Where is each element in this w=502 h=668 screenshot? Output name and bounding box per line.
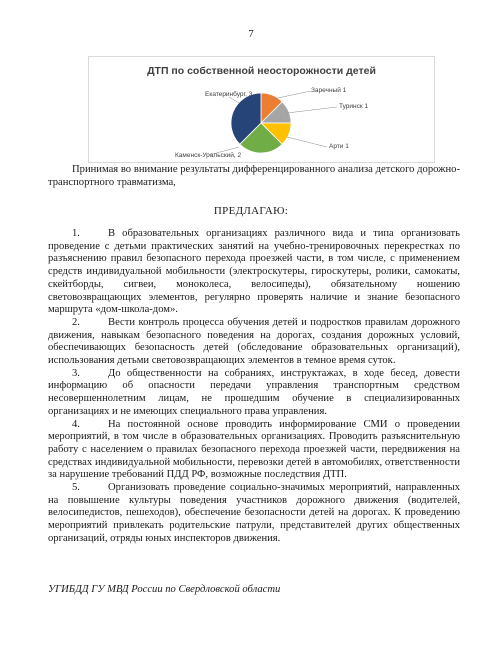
list-item (48, 228, 460, 317)
leader-line-turinsk (287, 107, 337, 113)
list-item-number: 1. (72, 228, 80, 239)
list-item (48, 482, 460, 546)
proposal-heading: ПРЕДЛАГАЮ: (213, 205, 289, 217)
list-item-number: 4. (72, 418, 80, 430)
slice-label-arti: Арти 1 (329, 143, 349, 150)
list-item (48, 368, 460, 419)
list-item-number: 2. (72, 316, 80, 328)
proposal-list (48, 228, 460, 546)
pie-chart (88, 56, 435, 163)
slice-label-zarechny: Заречный 1 (311, 87, 347, 94)
leader-line-arti (287, 137, 327, 147)
list-item (48, 317, 460, 368)
list-item-text: Организовать проведение социально-значимых мероприятий, направленных на повышение культуры поведения участников дорожного движения (водителей, велосипедистов, пешеходов), обеспечение безопасности детей на дорогах. К проведению мероприятий привлекать родительские патрули, представителей других общественных организаций, отряды юных инспекторов движения. (48, 482, 460, 544)
list-item-text: Вести контроль процесса обучения детей и подростков правилам дорожного движения, навыкам безопасного поведения на дорогах, создания дорожных условий, обеспечивающих безопасность детей (обследование образовательных организаций), использования детьми световозвращающих элементов в темное время суток. (48, 316, 460, 367)
slice-label-kamensk: Каменск-Уральский, 2 (175, 152, 242, 159)
page-number: 7 (248, 28, 254, 40)
list-item-number: 3. (72, 367, 80, 379)
leader-line-zarechny (273, 91, 311, 99)
chart-title: ДТП по собственной неосторожности детей (147, 65, 376, 77)
intro-paragraph: Принимая во внимание результаты дифференцированного анализа детского дорожно-транспортного травматизма, (48, 164, 460, 188)
list-item-text: До общественности на собраниях, инструктажах, в ходе бесед, довести информацию об опасности передачи управления транспортным средством несовершеннолетним лицам, не прошедшим обучение в специализированных организациях и не имеющих специального права управления. (48, 367, 460, 417)
list-item-number: 5. (72, 482, 80, 494)
list-item (48, 419, 460, 483)
slice-label-ekaterinburg: Екатеринбург, 3 (205, 91, 253, 98)
list-item-text: В образовательных организациях различного вида и типа организовать проведение с детьми практических занятий на учебно-тренировочных перекрестках по разъяснению правил безопасного перехода проезжей части, в том числе, с применением средств индивидуальной мобильности (электроскутеры, гироскутеры, ролики, самокаты, скейтборды, сигвеи, моноколеса, велосипеды), обязательному ношению световозвращающих элементов, регулярно проверять наличие и знание безопасного маршрута «дом-школа-дом». (48, 228, 460, 316)
list-item-text: На постоянной основе проводить информирование СМИ о проведении мероприятий, в том числе в образовательных организациях. Проводить разъяснительную работу с населением о правилах безопасного перехода проезжей части, передвижения на средствах индивидуальной мобильности, перевозки детей в автомобилях, ответственности за нарушение требований ПДД РФ, возможные последствия ДТП. (48, 418, 460, 481)
signature: УГИБДД ГУ МВД России по Свердловской области (48, 584, 281, 595)
slice-label-turinsk: Туринск 1 (339, 103, 369, 110)
